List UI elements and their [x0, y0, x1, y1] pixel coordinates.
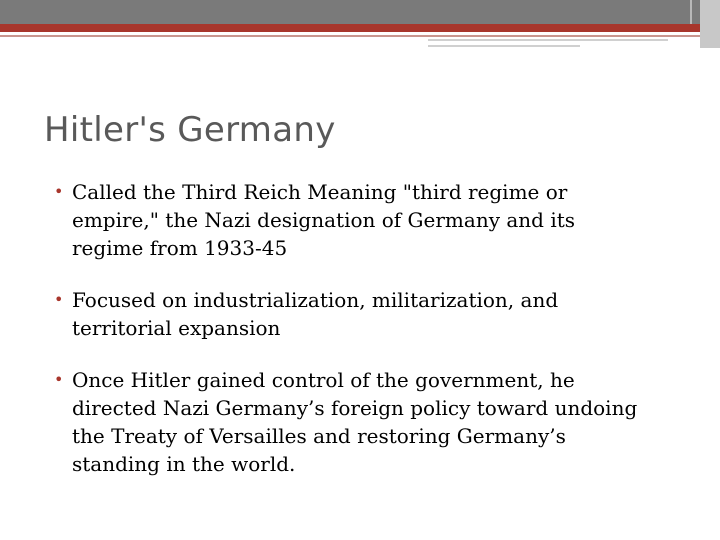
bullet-dot-icon: • [54, 182, 64, 201]
header-red-band [0, 24, 720, 32]
slide-title: Hitler's Germany [44, 110, 336, 150]
bullet-item [46, 366, 646, 478]
header-gray-line-2 [428, 45, 580, 47]
header-gray-bar [0, 0, 720, 24]
header-gray-block [700, 0, 720, 48]
bullet-list [46, 178, 646, 502]
bullet-item [46, 178, 646, 262]
bullet-dot-icon: • [54, 370, 64, 389]
bullet-text: Called the Third Reich Meaning "third regime or empire," the Nazi designation of Germany and its regime from 1933-45 [72, 180, 576, 260]
header-gray-rule [690, 0, 692, 24]
bullet-text: Once Hitler gained control of the government, he directed Nazi Germany’s foreign policy toward undoing the Treaty of Versailles and restoring Germany’s standing in the world. [72, 368, 638, 476]
bullet-text: Focused on industrialization, militarization, and territorial expansion [72, 288, 559, 340]
header-gray-line-1 [428, 39, 668, 41]
bullet-item [46, 286, 646, 342]
header-pink-line [0, 35, 720, 37]
bullet-dot-icon: • [54, 290, 64, 309]
